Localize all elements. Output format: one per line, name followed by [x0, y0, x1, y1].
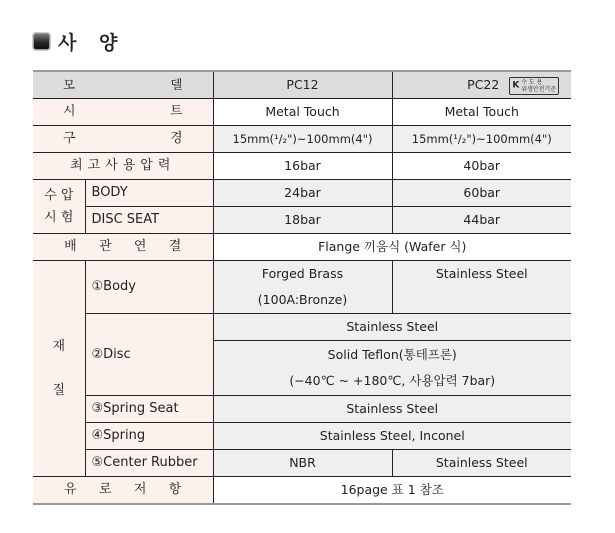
seat-label	[33, 99, 213, 126]
bore-label-left: 구	[63, 131, 76, 146]
hydro-body-pc12: 24bar	[213, 180, 392, 207]
table-row-max-pressure	[33, 153, 571, 180]
section-title-text: 사 양	[58, 32, 126, 54]
flow-resistance-label-char: 로	[99, 482, 112, 497]
material-body-pc12	[213, 261, 392, 314]
material-body-pc12-line2: (100A:Bronze)	[257, 292, 348, 307]
hydro-body-pc22: 60bar	[392, 180, 571, 207]
square-bullet-icon	[33, 33, 50, 50]
section-title	[33, 28, 125, 55]
badge-line1: 수 도 용	[521, 78, 543, 86]
model-label-left: 모	[63, 77, 76, 92]
table-row-hydro-body	[33, 180, 571, 207]
max-pressure-pc12: 16bar	[213, 153, 392, 180]
hydro-test-label	[33, 180, 85, 234]
table-row-connection	[33, 234, 571, 261]
hydro-disc-seat-pc22: 44bar	[392, 207, 571, 234]
hydro-test-label-line2: 시 험	[44, 209, 74, 225]
center-rubber-pc12: NBR	[213, 450, 392, 477]
bore-label	[33, 126, 213, 153]
connection-label-char: 연	[133, 239, 147, 254]
table-row-spring	[33, 423, 571, 450]
center-rubber-label: ⑤Center Rubber	[85, 450, 213, 477]
bore-label-right: 경	[169, 131, 183, 146]
connection-label-char: 배	[64, 239, 77, 254]
hydro-body-label: BODY	[85, 180, 213, 207]
spring-seat-value: Stainless Steel	[213, 396, 571, 423]
model-label-cell	[33, 71, 213, 99]
flow-resistance-label	[33, 477, 213, 505]
table-row-seat	[33, 99, 571, 126]
seat-pc12: Metal Touch	[213, 99, 392, 126]
table-row-bore	[33, 126, 571, 153]
model-pc22-cell	[392, 71, 571, 99]
center-rubber-pc22: Stainless Steel	[392, 450, 571, 477]
model-pc22: PC22	[467, 77, 500, 92]
table-row-flow-resistance	[33, 477, 571, 505]
spec-table	[33, 70, 571, 505]
table-row-center-rubber	[33, 450, 571, 477]
table-row-hydro-disc-seat	[33, 207, 571, 234]
seat-label-right: 트	[169, 104, 183, 119]
flow-resistance-label-char: 저	[133, 482, 147, 497]
connection-label	[33, 234, 213, 261]
material-disc-value2-line1: Solid Teflon(통테프론)	[327, 347, 457, 362]
model-pc12: PC12	[213, 71, 392, 99]
badge-line2: 위생안전기준	[521, 85, 556, 93]
bore-pc12: 15mm(¹/₂")~100mm(4")	[213, 126, 392, 153]
flow-resistance-label-char: 유	[64, 482, 77, 497]
seat-pc22: Metal Touch	[392, 99, 571, 126]
connection-label-char: 관	[99, 239, 112, 254]
kc-certification-badge	[509, 77, 559, 95]
table-row-material-disc	[33, 314, 571, 341]
hydro-disc-seat-pc12: 18bar	[213, 207, 392, 234]
table-row-spring-seat	[33, 396, 571, 423]
material-disc-value2-line2: (−40℃ ~ +180℃, 사용압력 7bar)	[289, 373, 496, 388]
connection-label-char: 결	[168, 239, 182, 254]
hydro-disc-seat-label: DISC SEAT	[85, 207, 213, 234]
material-disc-value1: Stainless Steel	[213, 314, 571, 341]
material-label-line1: 재	[52, 338, 66, 354]
material-disc-label: ②Disc	[85, 314, 213, 396]
max-pressure-pc22: 40bar	[392, 153, 571, 180]
material-body-pc22: Stainless Steel	[392, 261, 571, 314]
bore-pc22: 15mm(¹/₂")~100mm(4")	[392, 126, 571, 153]
material-label-line2: 질	[52, 382, 66, 398]
header-row	[33, 71, 571, 99]
flow-resistance-label-char: 항	[168, 482, 182, 497]
material-disc-value2	[213, 341, 571, 396]
spring-seat-label: ③Spring Seat	[85, 396, 213, 423]
kc-mark-icon: K	[512, 80, 520, 90]
max-pressure-label: 최고사용압력	[33, 153, 213, 180]
seat-label-left: 시	[63, 104, 76, 119]
hydro-test-label-line1: 수 압	[44, 187, 74, 203]
material-label	[33, 261, 85, 477]
model-label-right: 델	[170, 77, 183, 92]
material-body-label: ①Body	[85, 261, 213, 314]
connection-value: Flange 끼움식 (Wafer 식)	[213, 234, 571, 261]
spring-value: Stainless Steel, Inconel	[213, 423, 571, 450]
flow-resistance-value: 16page 표 1 참조	[213, 477, 571, 505]
material-body-pc12-line1: Forged Brass	[261, 266, 344, 281]
spring-label: ④Spring	[85, 423, 213, 450]
